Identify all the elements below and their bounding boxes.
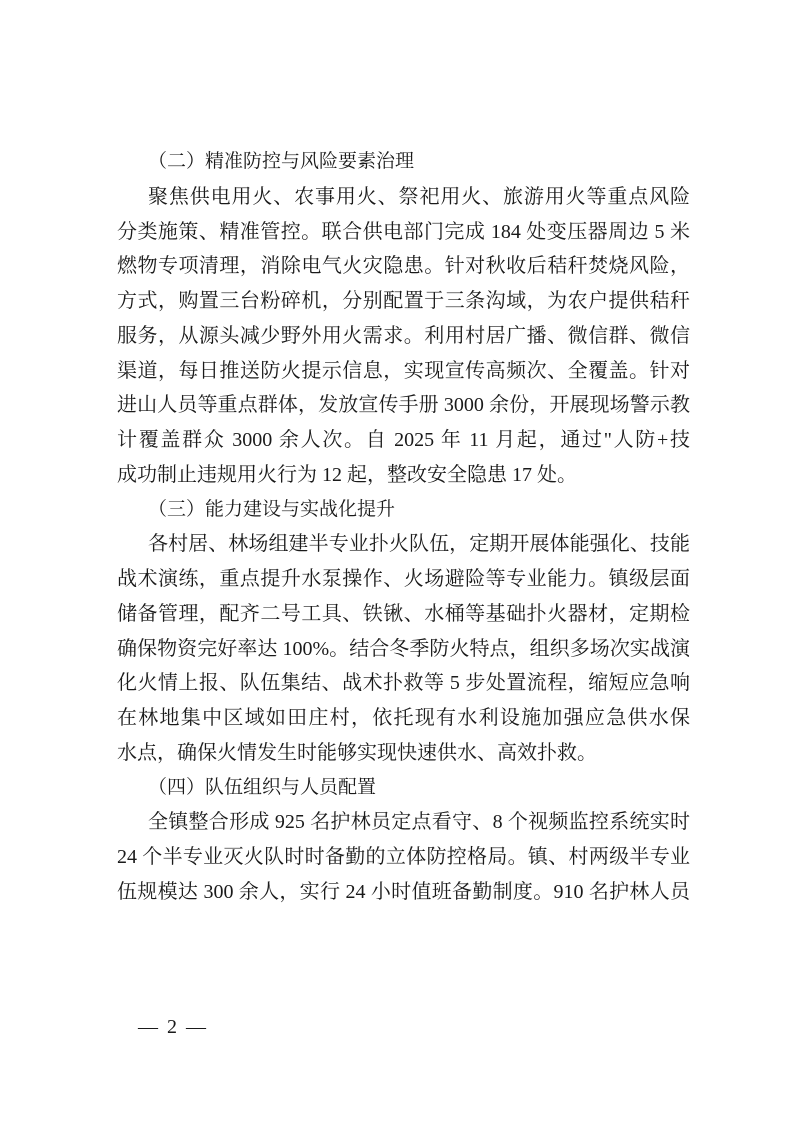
section-heading: （二）精准防控与风险要素治理	[148, 151, 415, 172]
paragraph-line: 各村居、林场组建半专业扑火队伍，定期开展体能强化、技能	[148, 533, 690, 556]
paragraph-line: 24 个半专业灭火队时时备勤的立体防控格局。镇、村两级半专业	[117, 846, 690, 868]
paragraph-line: 水点，确保火情发生时能够实现快速供水、高效扑救。	[117, 741, 597, 764]
paragraph-line: 成功制止违规用火行为 12 起，整改安全隐患 17 处。	[117, 463, 577, 486]
paragraph-line: 方式，购置三台粉碎机，分别配置于三条沟域，为农户提供秸秆	[117, 290, 690, 312]
paragraph-line: 在林地集中区域如田庄村，依托现有水利设施加强应急供水保	[117, 707, 690, 729]
page-number: — 2 —	[138, 1016, 208, 1038]
paragraph-line: 进山人员等重点群体，发放宣传手册 3000 余份，开展现场警示教	[117, 394, 690, 417]
paragraph-line: 全镇整合形成 925 名护林员定点看守、8 个视频监控系统实时	[148, 811, 690, 834]
paragraph-line: 聚焦供电用火、农事用火、祭祀用火、旅游用火等重点风险	[148, 185, 690, 208]
section-heading: （三）能力建设与实战化提升	[148, 498, 396, 520]
paragraph-line: 燃物专项清理，消除电气火灾隐患。针对秋收后秸秆焚烧风险，	[117, 255, 690, 278]
paragraph-line: 储备管理，配齐二号工具、铁锹、水桶等基础扑火器材，定期检	[117, 602, 690, 625]
paragraph-line: 分类施策、精准管控。联合供电部门完成 184 处变压器周边 5 米	[117, 220, 690, 243]
paragraph-line: 计覆盖群众 3000 余人次。自 2025 年 11 月起，通过"人防+技	[117, 429, 690, 451]
paragraph-line: 战术演练，重点提升水泵操作、火场避险等专业能力。镇级层面	[117, 568, 690, 590]
paragraph-line: 伍规模达 300 余人，实行 24 小时值班备勤制度。910 名护林人员	[117, 880, 690, 903]
section-heading: （四）队伍组织与人员配置	[148, 776, 377, 798]
paragraph-line: 化火情上报、队伍集结、战术扑救等 5 步处置流程，缩短应急响	[117, 672, 690, 695]
paragraph-line: 渠道，每日推送防火提示信息，实现宣传高频次、全覆盖。针对	[117, 359, 690, 382]
paragraph-line: 服务，从源头减少野外用火需求。利用村居广播、微信群、微信	[117, 324, 690, 347]
paragraph-line: 确保物资完好率达 100%。结合冬季防火特点，组织多场次实战演	[117, 637, 690, 660]
